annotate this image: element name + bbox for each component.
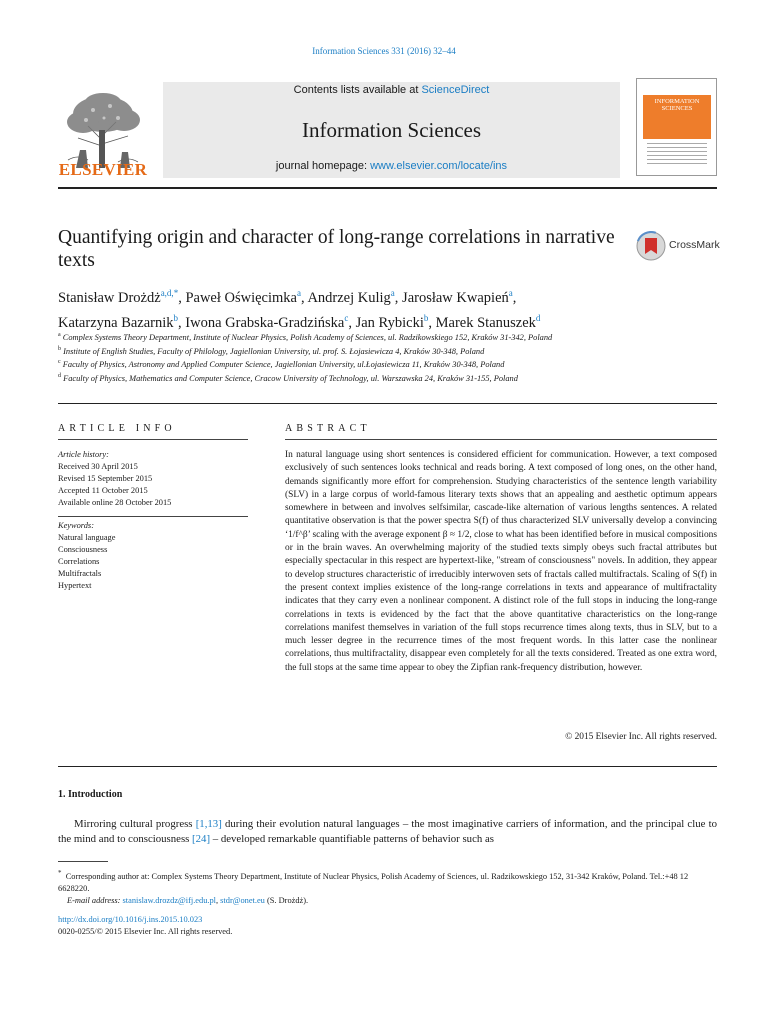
sciencedirect-link[interactable]: ScienceDirect xyxy=(421,84,490,96)
journal-citation[interactable]: Information Sciences 331 (2016) 32–44 xyxy=(312,46,456,56)
affiliation-text: Institute of English Studies, Faculty of Philology, Jagiellonian University, ul. prof. S. Łojasiewicza 4, Kraków 30-348, Poland xyxy=(61,346,485,356)
affiliation-text: Faculty of Physics, Mathematics and Computer Science, Cracow University of Technology, ul. Warszawska 24, Kraków 31-155, Poland xyxy=(61,373,518,383)
author-affiliation-mark[interactable]: c xyxy=(344,312,349,323)
article-info-heading: ARTICLE INFO xyxy=(58,423,176,434)
email-link-2[interactable]: stdr@onet.eu xyxy=(220,895,265,905)
issn-line: 0020-0255/© 2015 Elsevier Inc. All rights reserved. xyxy=(58,927,233,936)
keyword-item: Hypertext xyxy=(58,581,92,590)
article-history xyxy=(58,449,248,509)
reference-link-1-13[interactable]: [1,13] xyxy=(195,818,222,830)
reference-link-24[interactable]: [24] xyxy=(192,833,211,845)
homepage-link[interactable]: www.elsevier.com/locate/ins xyxy=(370,160,508,172)
intro-text-run: Mirroring cultural progress xyxy=(74,818,196,830)
article-info-rule xyxy=(58,439,248,440)
crossmark-label: CrossMark xyxy=(669,239,720,251)
keyword-item: Multifractals xyxy=(58,569,102,578)
corresponding-author-footnote xyxy=(58,867,717,907)
paper-title: Quantifying origin and character of long-range correlations in narrative texts xyxy=(58,227,615,271)
author-affiliation-mark[interactable]: b xyxy=(423,312,429,323)
history-items xyxy=(58,461,248,509)
corresponding-author-mark[interactable]: * xyxy=(173,288,179,298)
journal-cover-thumbnail[interactable] xyxy=(636,78,717,176)
abstract-text: In natural language using short sentences is considered efficient for communication. However, a text composed exclusively of such sentences looks technical and reads boring. A text composed of long ones, on the other hand, demands significantly more effort for comprehension. Studying characteristics of the sentence length variability (SLV) in a large corpus of world-famous literary texts shows that an appealing and aesthetic optimum appears somewhere in between and involves selfsimilar, cascade-like alternation of various lengths sentences. A related quantitative observation is that the power spectra S(f) of thus characterized SLV universally develop a convincing ‘1/f^β’ scaling with the average exponent β ≈ 1/2, close to what has been identified before in musical compositions or in the brain waves. An overwhelming majority of the studied texts simply obeys such fractal attributes but especially spectacular in this respect are hypertext-like, "stream of consciousness" novels. In addition, they appear to develop structures characteristic of irreducibly interwoven sets of fractals called multifractals. Scaling of S(f) in the present context implies existence of the long-range correlations in texts and appearance of multifractality indicates that they carry even a nonlinear component. A distinct role of the full stops in inducing the long-range correlations in texts is evidenced by the fact that the above quantitative characteristics on the long-range correlations manifest themselves in variation of the full stops recurrence times along texts, thus in SLV, but to a much lesser degree in the recurrence times of the most frequent words. In this latter case the nonlinear correlations, thus multifractality, disappear even completely for all the texts considered. Treated as one extra word, the full stops at the same time appear to obey the Zipfian rank-frequency distribution, however. xyxy=(285,450,717,673)
keywords-rule xyxy=(58,516,248,517)
author-separator: , xyxy=(512,289,517,306)
author-affiliation-mark[interactable]: a xyxy=(296,288,301,298)
elsevier-wordmark: ELSEVIER xyxy=(58,160,148,179)
author-separator: , xyxy=(428,314,436,331)
homepage-line xyxy=(163,160,620,172)
author-affiliation-mark[interactable]: a xyxy=(508,288,513,298)
introduction-heading: 1. Introduction xyxy=(58,789,123,800)
author-affiliation-mark[interactable]: b xyxy=(173,312,179,323)
affiliation-text: Faculty of Physics, Astronomy and Applied Computer Science, Jagiellonian University, ul.Łojasiewicza 11, Kraków 30-348, Poland xyxy=(60,359,505,369)
email-link-1[interactable]: stanislaw.drozdz@ifj.edu.pl xyxy=(122,895,216,905)
author-name: Jarosław Kwapień xyxy=(402,289,509,306)
author-affiliation-mark[interactable]: a,d, xyxy=(160,288,174,298)
abstract-end-rule xyxy=(58,766,717,767)
abstract-heading: ABSTRACT xyxy=(285,423,371,434)
abstract-copyright: © 2015 Elsevier Inc. All rights reserved. xyxy=(565,732,717,742)
contents-prefix: Contents lists available at xyxy=(293,84,422,96)
introduction-text xyxy=(58,817,717,847)
header-rule xyxy=(58,187,717,189)
journal-title: Information Sciences xyxy=(301,118,482,142)
history-item: Accepted 11 October 2015 xyxy=(58,486,148,495)
affiliation-text: Complex Systems Theory Department, Institute of Nuclear Physics, Polish Academy of Sciences, ul. Radzikowskiego 152, Kraków 31-342, Poland xyxy=(60,332,553,342)
front-matter-rule xyxy=(58,403,717,404)
affiliation-mark: b xyxy=(58,345,61,352)
author-name: Iwona Grabska-Gradzińska xyxy=(185,314,345,331)
affiliation-mark: c xyxy=(58,359,61,366)
author-affiliation-mark[interactable]: a xyxy=(390,288,395,298)
keyword-item: Natural language xyxy=(58,533,116,542)
contents-line xyxy=(163,84,620,96)
homepage-prefix: journal homepage: xyxy=(275,160,371,172)
affiliation-mark: a xyxy=(58,332,61,338)
history-item: Available online 28 October 2015 xyxy=(58,498,172,507)
author-separator: , xyxy=(178,289,186,306)
author-name: Katarzyna Bazarnik xyxy=(58,314,174,331)
author-affiliation-mark[interactable]: d xyxy=(535,312,541,323)
abstract-rule xyxy=(285,439,717,440)
footnote-text: Corresponding author at: Complex Systems Theory Department, Institute of Nuclear Physics, Polish Academy of Sciences, ul. Radzikowskiego 152, 31-342 Kraków, Poland. Tel.:+48 12 6628220. xyxy=(58,871,689,893)
crossmark-badge[interactable] xyxy=(636,230,720,262)
cover-text-lines xyxy=(647,143,707,167)
history-item: Received 30 April 2015 xyxy=(58,462,138,471)
email-line: E-mail address: stanislaw.drozdz@ifj.edu.pl, stdr@onet.eu (S. Drożdż). xyxy=(67,895,309,905)
affiliation-item xyxy=(58,371,658,385)
cover-title: INFORMATION SCIENCES xyxy=(654,98,700,112)
keyword-item: Correlations xyxy=(58,557,100,566)
intro-text-run: during their evolution natural languages – the most imaginative carriers of information, and the principal clue to the mind and to consciousness xyxy=(58,818,717,845)
email-label: E-mail address: xyxy=(67,895,121,905)
footnote-line xyxy=(58,867,717,895)
keywords-label: Keywords: xyxy=(58,521,94,530)
affiliation-item xyxy=(58,357,658,371)
affiliation-list xyxy=(58,330,658,384)
author-name: Marek Stanuszek xyxy=(435,314,536,331)
affiliation-item xyxy=(58,330,658,344)
affiliation-item xyxy=(58,344,658,358)
intro-paragraph xyxy=(58,817,717,847)
author-separator: , xyxy=(178,314,186,331)
keyword-item: Consciousness xyxy=(58,545,108,554)
keywords-block xyxy=(58,520,248,592)
intro-text-run: – developed remarkable quantifiable patterns of behavior such as xyxy=(210,833,494,845)
author-list xyxy=(58,283,698,333)
author-separator: , xyxy=(300,289,308,306)
affiliation-mark: d xyxy=(58,372,61,379)
email-suffix: (S. Drożdż). xyxy=(264,895,309,905)
author-separator: , xyxy=(394,289,403,306)
author-name: Jan Rybicki xyxy=(355,314,424,331)
author-name: Stanisław Drożdż xyxy=(58,289,161,306)
history-item: Revised 15 September 2015 xyxy=(58,474,153,483)
doi-link[interactable]: http://dx.doi.org/10.1016/j.ins.2015.10.023 xyxy=(58,915,203,924)
author-name: Paweł Oświęcimka xyxy=(185,289,297,306)
keyword-items xyxy=(58,532,248,592)
footnote-rule xyxy=(58,861,108,862)
history-label: Article history: xyxy=(58,450,109,459)
author-name: Andrzej Kulig xyxy=(307,289,391,306)
crossmark-icon xyxy=(636,231,666,261)
footnote-mark: * xyxy=(58,869,62,877)
author-separator: , xyxy=(348,314,356,331)
